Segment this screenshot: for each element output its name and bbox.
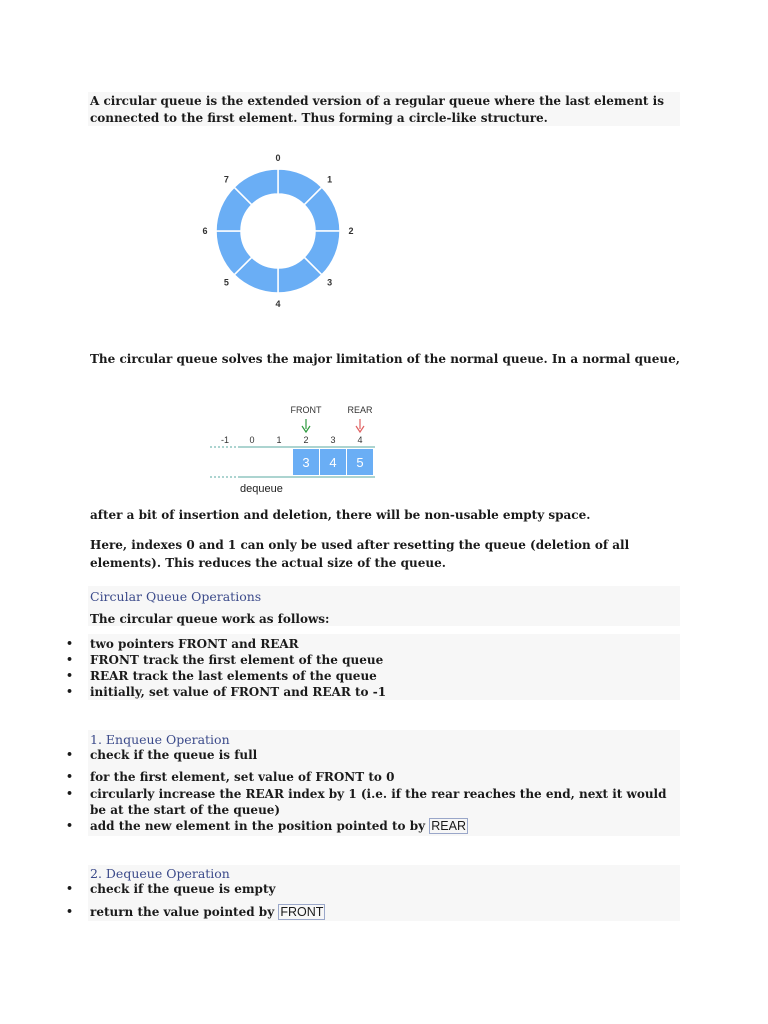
queue-cell-value: 3 [302,455,310,470]
after-paragraph: after a bit of insertion and deletion, there will be non-usable empty space. [90,508,591,522]
ops-heading: Circular Queue Operations [90,589,262,604]
bullet-icon: • [66,685,74,698]
bullet-icon: • [66,770,74,783]
queue-index: -1 [220,435,230,445]
ring-index-label: 3 [327,277,333,288]
queue-cells [293,449,373,475]
enqueue-heading: 1. Enqueue Operation [90,732,230,747]
bullet-icon: • [66,748,74,761]
queue-cell-value: 4 [329,455,337,470]
rear-arrow [356,419,364,432]
queue-ring [216,169,340,293]
circular-queue-diagram [190,150,370,310]
rear-keyword: REAR [431,819,466,833]
queue-index: 4 [357,435,363,445]
queue-index: 0 [249,435,255,445]
limitation-paragraph: The circular queue solves the major limitation of the normal queue. In a normal queue, [90,352,680,366]
queue-index: 3 [330,435,336,445]
ring-index-label: 6 [202,226,208,236]
bullet-icon: • [66,905,74,918]
queue-index: 1 [276,435,282,445]
bullet-icon: • [66,819,74,832]
front-arrow [302,419,310,432]
front-label: FRONT [290,405,322,415]
ring-index-label: 1 [327,174,333,185]
ring-index-label: 2 [348,226,354,236]
indexes-paragraph: Here, indexes 0 and 1 can only be used after resetting the queue (deletion of all elements). This reduces the actual size of the queue. [90,538,630,570]
bullet-icon: • [66,787,74,800]
bullet-icon: • [66,669,74,682]
rear-label: REAR [347,405,373,415]
bullet-icon: • [66,637,74,650]
queue-cell-value: 5 [356,455,364,470]
dequeue-heading: 2. Dequeue Operation [90,866,230,881]
ring-index-label: 7 [223,174,229,185]
ring-index-label: 4 [275,299,281,309]
queue-index: 2 [303,435,309,445]
dequeue-label: dequeue [240,483,283,495]
front-keyword: FRONT [280,905,324,919]
ring-index-label: 5 [223,277,229,288]
bullet-icon: • [66,653,74,666]
intro-paragraph: A circular queue is the extended version of a regular queue where the last element is connected to the first element. Thus forming a circle-like structure. [90,94,664,125]
linear-queue-diagram [200,398,400,498]
ring-index-label: 0 [275,153,281,163]
bullet-icon: • [66,882,74,895]
ops-intro: The circular queue work as follows: [90,612,330,626]
queue-indices [221,435,363,445]
